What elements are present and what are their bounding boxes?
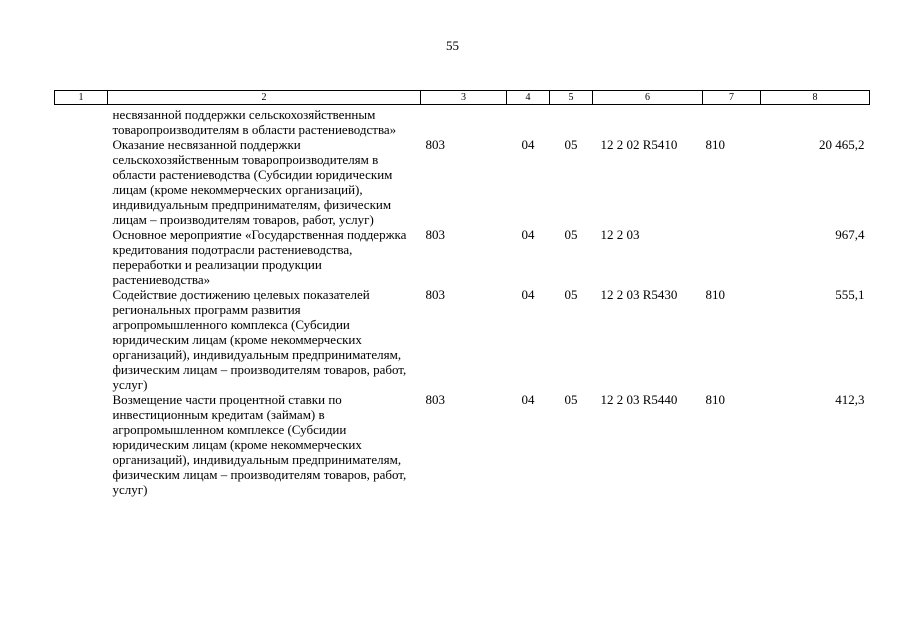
row-name: Оказание несвязанной поддержки сельскохозяйственным товаропроизводителям в области растениеводства (Субсидии юридическим лицам (кроме некоммерческих организаций), индивидуальным предпринимателям, физическим лицам – производителям товаров, работ, услуг) <box>112 137 393 227</box>
row-sum <box>761 105 870 138</box>
row-gr: 803 <box>425 227 445 242</box>
header-col-8: 8 <box>761 91 870 105</box>
row-pr: 05 <box>564 227 578 242</box>
table-row <box>55 227 870 287</box>
header-col-7: 7 <box>703 91 761 105</box>
row-vr <box>703 227 761 287</box>
budget-table <box>54 90 870 497</box>
row-pr <box>550 105 593 138</box>
row-gr: 803 <box>425 392 445 407</box>
row-csr: 12 2 03 <box>600 227 640 242</box>
header-col-5: 5 <box>550 91 593 105</box>
row-number-cell <box>55 227 108 287</box>
row-pr: 05 <box>564 392 578 407</box>
page-number: 55 <box>446 38 459 53</box>
row-rz: 04 <box>521 392 535 407</box>
row-vr: 810 <box>705 287 725 302</box>
row-gr: 803 <box>425 137 445 152</box>
table-header <box>55 91 870 105</box>
row-name: несвязанной поддержки сельскохозяйственным товаропроизводителям в области растениеводства» <box>112 107 397 137</box>
row-number-cell <box>55 137 108 227</box>
row-name: Содействие достижению целевых показателей региональных программ развития агропромышленного комплекса (Субсидии юридическим лицам (кроме некоммерческих организаций), индивидуальным предпринимателям, физическим лицам – производителям товаров, работ, услуг) <box>112 287 407 392</box>
row-csr <box>593 105 703 138</box>
row-gr: 803 <box>425 287 445 302</box>
table-row <box>55 392 870 497</box>
row-name: Возмещение части процентной ставки по инвестиционным кредитам (займам) в агропромышленном комплексе (Субсидии юридическим лицам (кроме некоммерческих организаций), индивидуальным предпринимателям, физическим лицам – производителям товаров, работ, услуг) <box>112 392 407 497</box>
header-col-1: 1 <box>55 91 108 105</box>
row-sum: 20 465,2 <box>819 137 865 152</box>
header-row <box>55 91 870 105</box>
row-pr: 05 <box>564 287 578 302</box>
header-col-6: 6 <box>593 91 703 105</box>
row-vr: 810 <box>705 392 725 407</box>
row-gr <box>421 105 507 138</box>
header-col-2: 2 <box>108 91 421 105</box>
row-sum: 967,4 <box>835 227 865 242</box>
table-row <box>55 137 870 227</box>
row-rz: 04 <box>521 287 535 302</box>
row-csr: 12 2 03 R5430 <box>600 287 678 302</box>
header-col-3: 3 <box>421 91 507 105</box>
table-row <box>55 287 870 392</box>
row-sum: 555,1 <box>835 287 865 302</box>
table-body <box>55 105 870 498</box>
row-number-cell <box>55 287 108 392</box>
row-name: Основное мероприятие «Государственная поддержка кредитования подотрасли растениеводства, переработки и реализации продукции растениеводства» <box>112 227 407 287</box>
row-csr: 12 2 02 R5410 <box>600 137 678 152</box>
table-row <box>55 105 870 138</box>
row-rz <box>507 105 550 138</box>
row-csr: 12 2 03 R5440 <box>600 392 678 407</box>
row-rz: 04 <box>521 227 535 242</box>
row-vr <box>703 105 761 138</box>
row-number-cell <box>55 105 108 138</box>
row-vr: 810 <box>705 137 725 152</box>
header-col-4: 4 <box>507 91 550 105</box>
row-rz: 04 <box>521 137 535 152</box>
row-pr: 05 <box>564 137 578 152</box>
row-number-cell <box>55 392 108 497</box>
row-sum: 412,3 <box>835 392 865 407</box>
